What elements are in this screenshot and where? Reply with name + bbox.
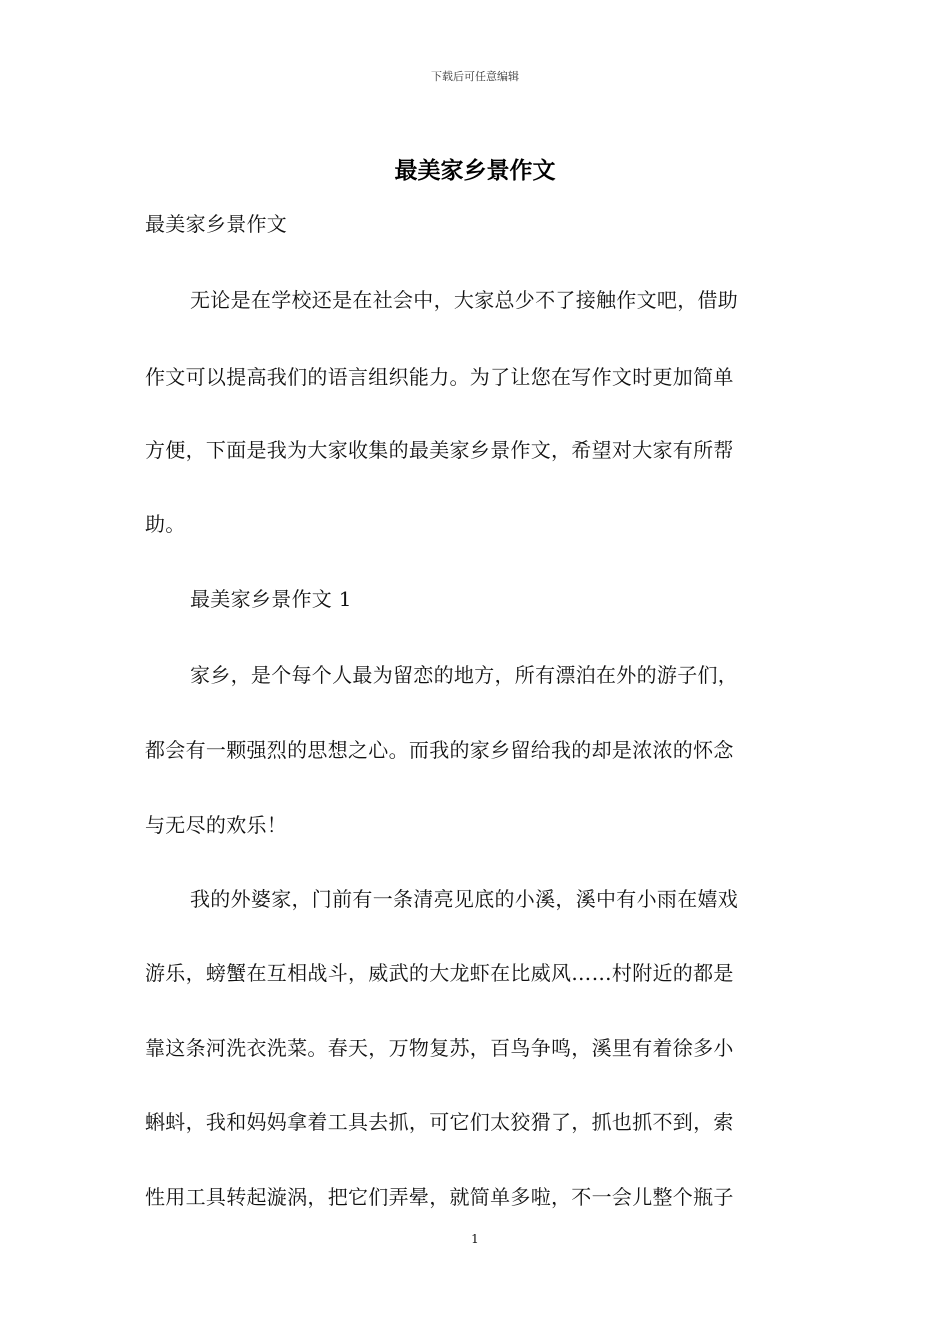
paragraph-line: 与无尽的欢乐！ <box>145 813 288 837</box>
page-number: 1 <box>471 1232 479 1246</box>
paragraph-line: 游乐，螃蟹在互相战斗，威武的大龙虾在比威风……村附近的都是 <box>145 961 734 985</box>
paragraph-line: 靠这条河洗衣洗菜。春天，万物复苏，百鸟争鸣，溪里有着徐多小 <box>145 1036 734 1060</box>
paragraph-line: 性用工具转起漩涡，把它们弄晕，就简单多啦，不一会儿整个瓶子 <box>145 1185 734 1209</box>
paragraph-line: 作文可以提高我们的语言组织能力。为了让您在写作文时更加简单 <box>145 365 734 389</box>
paragraph-line: 都会有一颗强烈的思想之心。而我的家乡留给我的却是浓浓的怀念 <box>145 738 734 762</box>
subtitle-line: 最美家乡景作文 <box>145 212 288 236</box>
section-heading: 最美家乡景作文 1 <box>190 587 352 611</box>
paragraph-line: 助。 <box>145 512 186 536</box>
paragraph-line: 无论是在学校还是在社会中，大家总少不了接触作文吧，借助 <box>190 288 739 312</box>
page-header: 下载后可任意编辑 <box>431 70 519 83</box>
paragraph-line: 蝌蚪，我和妈妈拿着工具去抓，可它们太狡猾了，抓也抓不到，索 <box>145 1110 734 1134</box>
document-title: 最美家乡景作文 <box>394 157 556 184</box>
paragraph-line: 方便，下面是我为大家收集的最美家乡景作文，希望对大家有所帮 <box>145 438 734 462</box>
paragraph-line: 家乡，是个每个人最为留恋的地方，所有漂泊在外的游子们， <box>190 663 739 687</box>
paragraph-line: 我的外婆家，门前有一条清亮见底的小溪，溪中有小雨在嬉戏 <box>190 887 739 911</box>
